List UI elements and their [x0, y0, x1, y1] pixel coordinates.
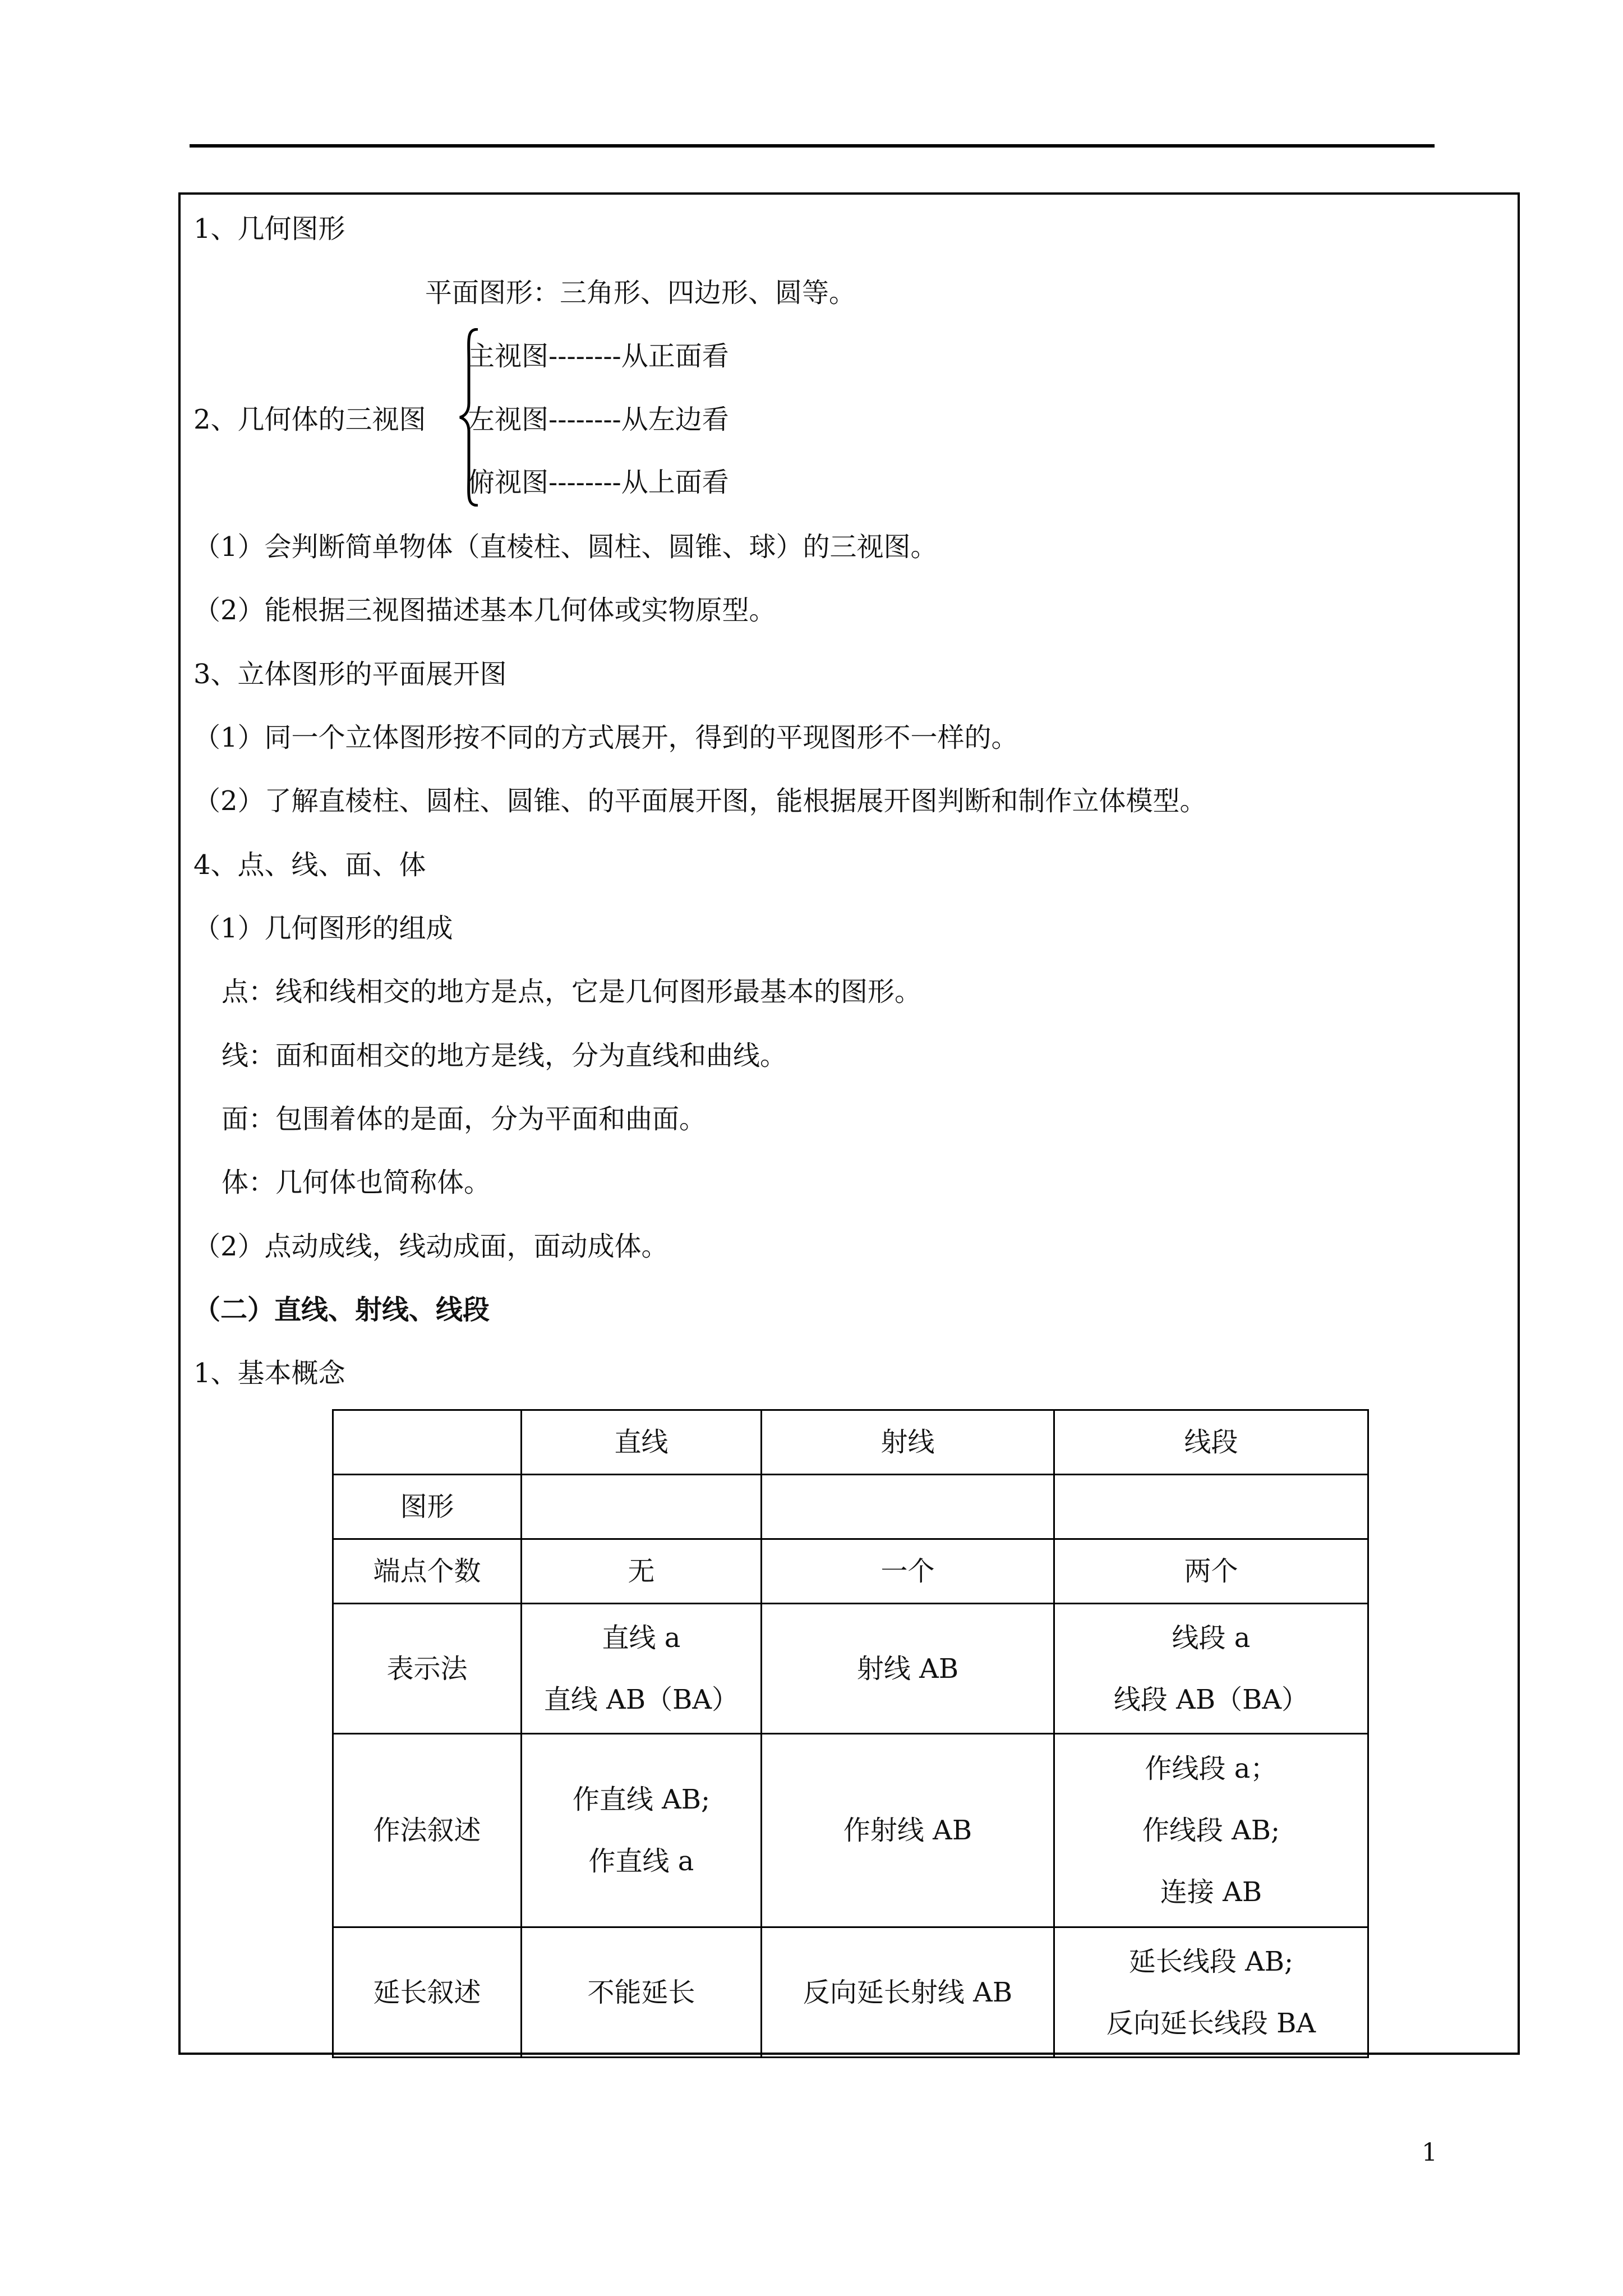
cell-text: 作线段 a；	[1145, 1753, 1278, 1784]
table-header-cell	[333, 1410, 522, 1475]
cell-text: 作射线 AB	[843, 1815, 972, 1846]
basic-concepts-title: 1、基本概念	[193, 1358, 345, 1389]
section4-sub1: （1）几何图形的组成	[193, 913, 453, 944]
cell-text: 不能延长	[587, 1976, 695, 2008]
table-header-cell: 射线	[762, 1410, 1054, 1475]
table-cell	[522, 1604, 762, 1734]
cell-text: 无	[628, 1556, 655, 1587]
def-surface: 面：包围着体的是面，分为平面和曲面。	[222, 1103, 707, 1135]
front-view-text: 主视图--------从正面看	[468, 341, 729, 372]
cell-text: 直线 a	[602, 1622, 681, 1654]
section1-title: 1、几何图形	[193, 213, 345, 245]
table-header-cell: 线段	[1054, 1410, 1368, 1475]
top-view-text: 俯视图--------从上面看	[468, 467, 729, 498]
table-row	[333, 1539, 1368, 1604]
table-cell	[522, 1927, 762, 2058]
header-rule	[190, 144, 1435, 148]
table-header-cell: 直线	[522, 1410, 762, 1475]
cell-text: 线段 a	[1172, 1622, 1251, 1654]
table-row	[333, 1734, 1368, 1927]
table-cell	[1054, 1539, 1368, 1604]
left-view-text: 左视图--------从左边看	[468, 404, 729, 435]
section3-point-1: （1）同一个立体图形按不同的方式展开，得到的平现图形不一样的。	[193, 722, 1018, 753]
section2-point-1: （1）会判断简单物体（直棱柱、圆柱、圆锥、球）的三视图。	[193, 531, 938, 563]
plane-figures-text: 平面图形：三角形、四边形、圆等。	[425, 277, 856, 309]
cell-text: 作线段 AB;	[1142, 1815, 1280, 1846]
table-cell	[762, 1927, 1054, 2058]
table-cell	[1054, 1475, 1368, 1539]
cell-text: 作直线 a	[588, 1846, 694, 1877]
table-row	[333, 1927, 1368, 2058]
def-point: 点：线和线相交的地方是点，它是几何图形最基本的图形。	[222, 976, 922, 1007]
table-cell	[522, 1475, 762, 1539]
part2-heading: （二）直线、射线、线段	[193, 1294, 490, 1326]
table-cell	[762, 1539, 1054, 1604]
table-row	[333, 1475, 1368, 1539]
section2-point-2: （2）能根据三视图描述基本几何体或实物原型。	[193, 595, 776, 626]
table-cell	[1054, 1604, 1368, 1734]
table-row	[333, 1604, 1368, 1734]
def-line: 线：面和面相交的地方是线，分为直线和曲线。	[222, 1040, 787, 1071]
row-label: 作法叙述	[333, 1734, 522, 1927]
cell-text: 连接 AB	[1160, 1876, 1262, 1908]
section4-title: 4、点、线、面、体	[193, 849, 426, 881]
section3-point-2: （2）了解直棱柱、圆柱、圆锥、的平面展开图，能根据展开图判断和制作立体模型。	[193, 785, 1207, 817]
cell-text: 直线 AB（BA）	[543, 1683, 739, 1715]
page-number: 1	[1422, 2138, 1437, 2167]
table-cell	[1054, 1927, 1368, 2058]
table-header-row	[333, 1410, 1368, 1475]
cell-text: 作直线 AB;	[572, 1784, 711, 1815]
cell-text: 延长线段 AB;	[1128, 1945, 1294, 1977]
table-cell	[762, 1604, 1054, 1734]
cell-text: 射线 AB	[856, 1653, 959, 1685]
cell-text: 一个	[880, 1556, 935, 1587]
table-cell	[522, 1734, 762, 1927]
cell-text: 线段 AB（BA）	[1113, 1683, 1309, 1715]
table-cell	[762, 1475, 1054, 1539]
table-cell	[1054, 1734, 1368, 1927]
row-label: 表示法	[333, 1604, 522, 1734]
row-label: 延长叙述	[333, 1927, 522, 2058]
concepts-table	[332, 1409, 1369, 2058]
table-cell	[522, 1539, 762, 1604]
table-cell	[762, 1734, 1054, 1927]
cell-text: 反向延长线段 BA	[1106, 2007, 1316, 2039]
cell-text: 两个	[1184, 1556, 1238, 1587]
section3-title: 3、立体图形的平面展开图	[193, 659, 507, 690]
row-label: 图形	[333, 1475, 522, 1539]
def-solid: 体：几何体也简称体。	[222, 1167, 491, 1198]
section2-title: 2、几何体的三视图	[193, 404, 426, 435]
row-label: 端点个数	[333, 1539, 522, 1604]
cell-text: 反向延长射线 AB	[803, 1976, 1013, 2008]
section4-sub2: （2）点动成线，线动成面，面动成体。	[193, 1231, 668, 1262]
